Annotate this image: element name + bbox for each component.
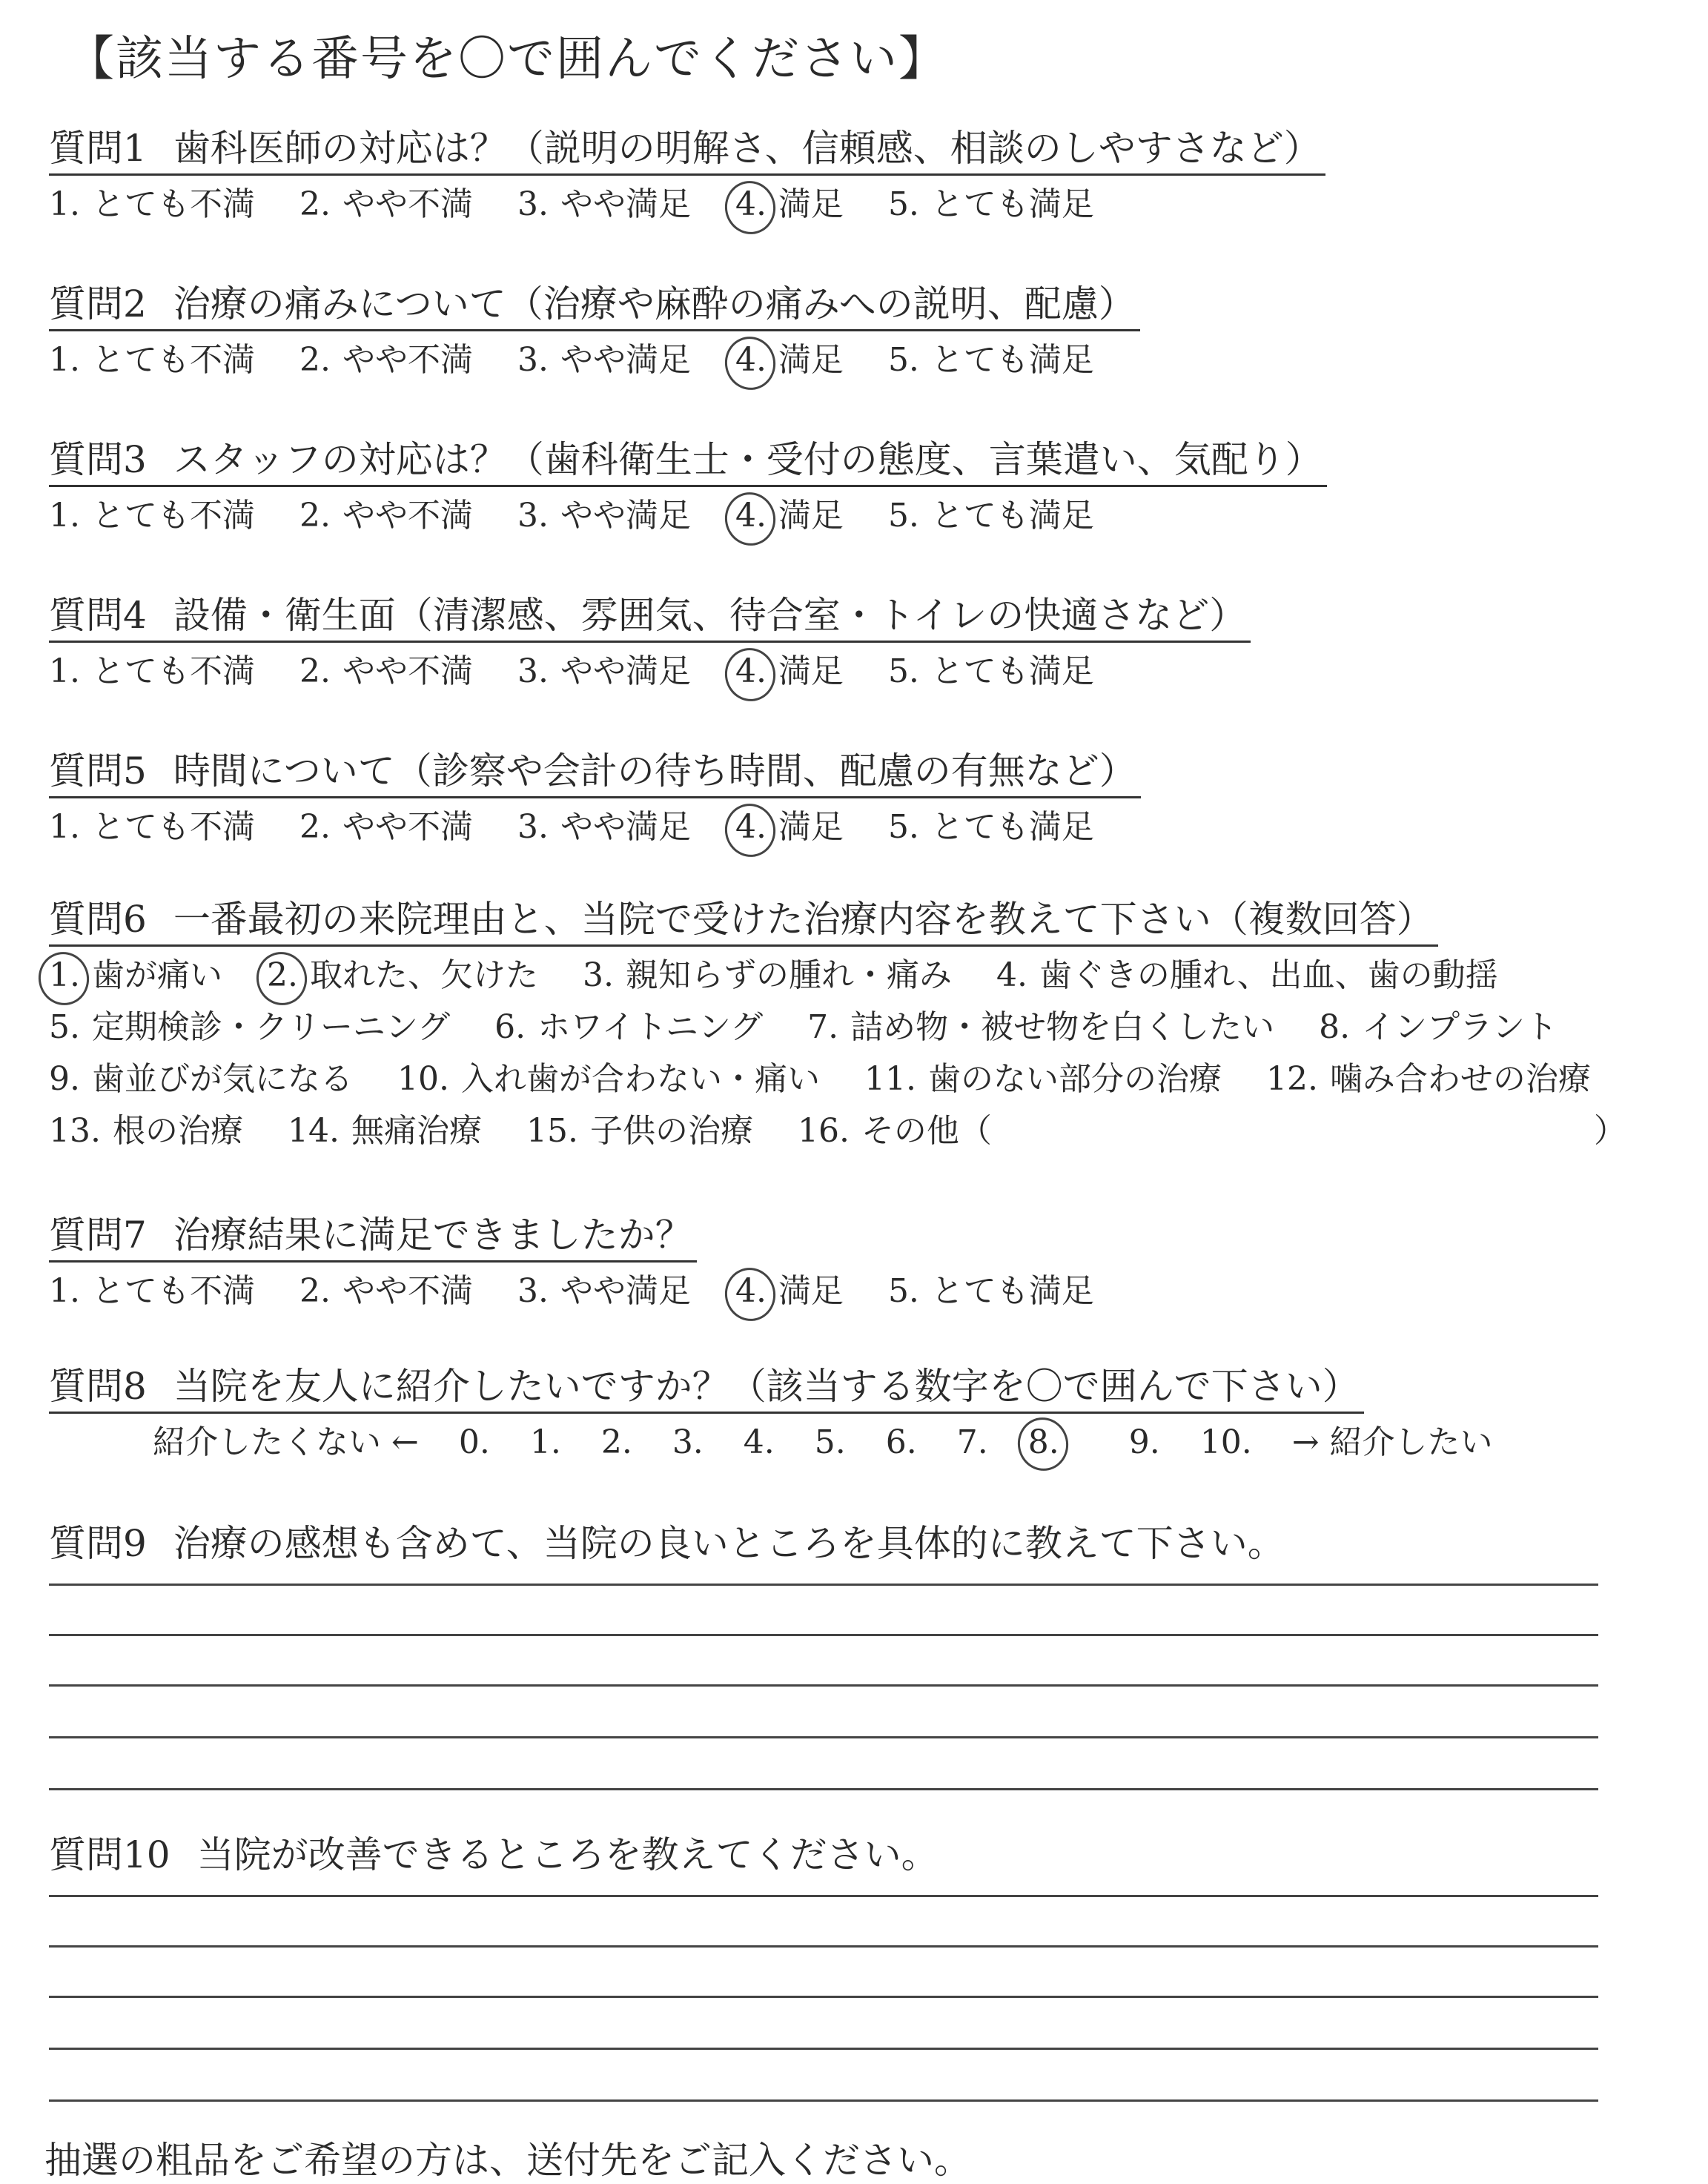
scale-right-label: → 紹介したい — [1291, 1423, 1493, 1461]
option-7[interactable]: 7. 詰め物・被せ物を白くしたい — [807, 1008, 1275, 1046]
option-4-circled[interactable]: 4. 満足 — [735, 652, 844, 690]
answer-line[interactable] — [49, 1945, 1598, 1948]
answer-line[interactable] — [49, 1684, 1598, 1687]
option-3[interactable]: 3. やや満足 — [517, 652, 691, 690]
question-number: 質問8 — [49, 1365, 147, 1408]
question-text: 歯科医師の対応は？（説明の明解さ、信頼感、相談のしやすさなど） — [173, 127, 1321, 170]
option-1[interactable]: 1. とても不満 — [49, 652, 255, 690]
option-1[interactable]: 1. とても不満 — [49, 185, 255, 223]
option-5[interactable]: 5. とても満足 — [887, 808, 1094, 846]
question-text: 当院が改善できるところを教えてください。 — [196, 1833, 939, 1876]
question-number: 質問7 — [49, 1214, 147, 1257]
option-12[interactable]: 12. 噛み合わせの治療 — [1265, 1060, 1591, 1098]
option-4-circled[interactable]: 4. 満足 — [735, 341, 844, 379]
scale-9[interactable]: 9. — [1128, 1423, 1160, 1461]
option-8[interactable]: 8. インプラント — [1319, 1008, 1558, 1046]
option-5[interactable]: 5. とても満足 — [887, 341, 1094, 379]
question-number: 質問9 — [49, 1522, 147, 1565]
answer-line[interactable] — [49, 2099, 1598, 2102]
option-2[interactable]: 2. やや不満 — [299, 652, 473, 690]
recommend-scale — [153, 1422, 1523, 1463]
options-q5 — [49, 807, 1128, 848]
option-5[interactable]: 5. とても満足 — [887, 1272, 1094, 1310]
question-number: 質問1 — [49, 127, 147, 170]
answer-line[interactable] — [49, 2048, 1598, 2050]
question-4 — [49, 592, 1251, 643]
question-number: 質問10 — [49, 1833, 171, 1876]
option-5[interactable]: 5. 定期検診・クリーニング — [49, 1008, 451, 1046]
question-text: 時間について（診察や会計の待ち時間、配慮の有無など） — [173, 749, 1136, 792]
question-text: 治療の感想も含めて、当院の良いところを具体的に教えて下さい。 — [173, 1522, 1285, 1565]
options-q2 — [49, 340, 1128, 381]
scale-3[interactable]: 3. — [672, 1423, 704, 1461]
option-2-circled[interactable]: 2. 取れた、欠けた — [266, 956, 538, 994]
option-5[interactable]: 5. とても満足 — [887, 185, 1094, 223]
question-10 — [49, 1831, 943, 1880]
option-11[interactable]: 11. 歯のない部分の治療 — [864, 1060, 1222, 1098]
option-1[interactable]: 1. とても不満 — [49, 341, 255, 379]
scale-5[interactable]: 5. — [814, 1423, 846, 1461]
option-6[interactable]: 6. ホワイトニング — [494, 1008, 764, 1046]
options-q6-row-4 — [49, 1111, 1026, 1152]
option-3[interactable]: 3. やや満足 — [517, 1272, 691, 1310]
option-5[interactable]: 5. とても満足 — [887, 497, 1094, 535]
question-2 — [49, 280, 1140, 331]
options-q7 — [49, 1271, 1128, 1312]
answer-line[interactable] — [49, 1996, 1598, 1998]
answer-line[interactable] — [49, 1584, 1598, 1586]
question-text: スタッフの対応は？（歯科衛生士・受付の態度、言葉遣い、気配り） — [173, 438, 1323, 481]
question-9 — [49, 1520, 1289, 1569]
option-14[interactable]: 14. 無痛治療 — [287, 1112, 482, 1150]
question-number: 質問5 — [49, 749, 147, 792]
scale-left-label: 紹介したくない ← — [153, 1423, 419, 1461]
question-number: 質問6 — [49, 898, 147, 941]
options-q6-row-1 — [49, 955, 1532, 996]
answer-line[interactable] — [49, 1736, 1598, 1738]
option-13[interactable]: 13. 根の治療 — [49, 1112, 243, 1150]
scale-2[interactable]: 2. — [600, 1423, 632, 1461]
option-2[interactable]: 2. やや不満 — [299, 341, 473, 379]
option-15[interactable]: 15. 子供の治療 — [526, 1112, 753, 1150]
option-4-circled[interactable]: 4. 満足 — [735, 497, 844, 535]
footer-note: 抽選の粗品をご希望の方は、送付先をご記入ください。 — [44, 2139, 971, 2182]
option-4-circled[interactable]: 4. 満足 — [735, 1272, 844, 1310]
option-3[interactable]: 3. 親知らずの腫れ・痛み — [582, 956, 952, 994]
option-2[interactable]: 2. やや不満 — [299, 185, 473, 223]
question-6 — [49, 896, 1438, 947]
option-4-circled[interactable]: 4. 満足 — [735, 185, 844, 223]
option-1[interactable]: 1. とても不満 — [49, 808, 255, 846]
option-9[interactable]: 9. 歯並びが気になる — [49, 1060, 353, 1098]
question-7 — [49, 1211, 697, 1263]
option-2[interactable]: 2. やや不満 — [299, 808, 473, 846]
option-16-other[interactable]: 16. その他（ — [797, 1112, 992, 1150]
question-text: 一番最初の来院理由と、当院で受けた治療内容を教えて下さい（複数回答） — [173, 898, 1434, 941]
option-1[interactable]: 1. とても不満 — [49, 497, 255, 535]
option-2[interactable]: 2. やや不満 — [299, 497, 473, 535]
question-text: 当院を友人に紹介したいですか？（該当する数字を〇で囲んで下さい） — [173, 1365, 1360, 1408]
option-4[interactable]: 4. 歯ぐきの腫れ、出血、歯の動揺 — [996, 956, 1498, 994]
question-8 — [49, 1363, 1364, 1414]
scale-4[interactable]: 4. — [743, 1423, 775, 1461]
option-1-circled[interactable]: 1. 歯が痛い — [49, 956, 222, 994]
question-5 — [49, 747, 1141, 798]
scale-1[interactable]: 1. — [529, 1423, 561, 1461]
options-q1 — [49, 184, 1128, 225]
scale-0[interactable]: 0. — [458, 1423, 490, 1461]
scale-8-circled[interactable]: 8. — [1028, 1422, 1089, 1463]
question-text: 治療の痛みについて（治療や麻酔の痛みへの説明、配慮） — [173, 282, 1136, 325]
page-title: 【該当する番号を〇で囲んでください】 — [67, 32, 947, 87]
option-4-circled[interactable]: 4. 満足 — [735, 808, 844, 846]
option-5[interactable]: 5. とても満足 — [887, 652, 1094, 690]
option-10[interactable]: 10. 入れ歯が合わない・痛い — [397, 1060, 820, 1098]
scale-7[interactable]: 7. — [956, 1423, 988, 1461]
option-3[interactable]: 3. やや満足 — [517, 185, 691, 223]
option-3[interactable]: 3. やや満足 — [517, 808, 691, 846]
question-text: 設備・衛生面（清潔感、雰囲気、待合室・トイレの快適さなど） — [173, 594, 1247, 637]
question-number: 質問4 — [49, 594, 147, 637]
scale-10[interactable]: 10. — [1199, 1423, 1252, 1461]
options-q6-row-3 — [49, 1059, 1625, 1100]
options-q3 — [49, 495, 1128, 537]
option-3[interactable]: 3. やや満足 — [517, 341, 691, 379]
answer-line[interactable] — [49, 1634, 1598, 1636]
question-text: 治療結果に満足できましたか？ — [173, 1214, 692, 1257]
option-3[interactable]: 3. やや満足 — [517, 497, 691, 535]
option-2[interactable]: 2. やや不満 — [299, 1272, 473, 1310]
answer-line[interactable] — [49, 1788, 1598, 1790]
options-q6-row-2 — [49, 1007, 1592, 1048]
option-1[interactable]: 1. とても不満 — [49, 1272, 255, 1310]
answer-line[interactable] — [49, 1895, 1598, 1897]
scale-6[interactable]: 6. — [885, 1423, 917, 1461]
options-q4 — [49, 651, 1128, 692]
question-number: 質問3 — [49, 438, 147, 481]
question-3 — [49, 436, 1327, 487]
other-close-paren: ） — [1594, 1112, 1626, 1150]
question-1 — [49, 125, 1325, 176]
question-number: 質問2 — [49, 282, 147, 325]
